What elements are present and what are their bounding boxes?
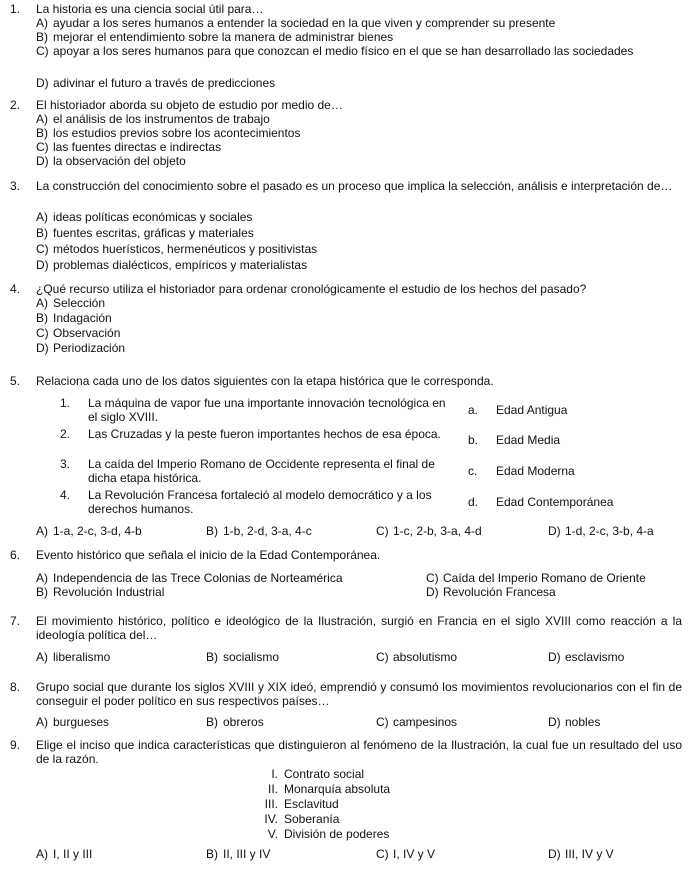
question-number: 8. xyxy=(10,680,21,694)
question-6 xyxy=(10,548,682,562)
option-b[interactable]: B) 1-b, 2-d, 3-a, 4-c xyxy=(206,524,312,538)
option-b[interactable]: B) los estudios previos sobre los acontecimientos xyxy=(36,126,301,140)
option-a[interactable]: A) burgueses xyxy=(36,715,110,729)
option-d[interactable]: D) nobles xyxy=(548,715,601,729)
option-b[interactable]: B) mejorar el entendimiento sobre la manera de administrar bienes xyxy=(36,30,394,44)
option-a[interactable]: A) Independencia de las Trece Colonias de Norteamérica xyxy=(36,571,343,585)
option-a[interactable]: A) ideas políticas económicas y sociales xyxy=(36,210,253,224)
question-1 xyxy=(10,2,682,16)
statement-2: 2. Las Cruzadas y la peste fueron importantes hechos de esa época. xyxy=(60,427,441,441)
question-stem: Relaciona cada uno de los datos siguientes con la etapa histórica que le corresponda. xyxy=(36,374,494,388)
stage-c: c. Edad Moderna xyxy=(468,464,575,478)
question-number: 1. xyxy=(10,2,21,16)
roman-item-4: IV. Soberanía xyxy=(264,812,340,826)
option-d[interactable]: D) 1-d, 2-c, 3-b, 4-a xyxy=(548,524,654,538)
question-stem: ¿Qué recurso utiliza el historiador para ordenar cronológicamente el estudio de los hechos del pasado? xyxy=(36,282,587,296)
question-number: 3. xyxy=(10,179,21,193)
roman-item-3: III. Esclavitud xyxy=(264,797,339,811)
stage-d: d. Edad Contemporánea xyxy=(468,495,614,509)
option-c[interactable]: C) Observación xyxy=(36,326,121,340)
option-a[interactable]: A) el análisis de los instrumentos de trabajo xyxy=(36,112,270,126)
question-4 xyxy=(10,282,682,296)
option-c[interactable]: C) apoyar a los seres humanos para que conozcan el medio físico en el que se han desarrollado las sociedades xyxy=(36,44,634,58)
question-stem: La historia es una ciencia social útil para… xyxy=(36,2,264,16)
option-b[interactable]: B) Revolución Industrial xyxy=(36,585,165,599)
option-a[interactable]: A) liberalismo xyxy=(36,650,111,664)
question-stem: El movimiento histórico, político e ideológico de la Ilustración, surgió en Francia en el siglo XVIII como reacción a la ideología política del… xyxy=(36,614,682,642)
option-a[interactable]: A) 1-a, 2-c, 3-d, 4-b xyxy=(36,524,142,538)
option-b[interactable]: B) II, III y IV xyxy=(206,847,271,861)
statement-1: 1. La máquina de vapor fue una importante innovación tecnológica en el siglo XVIII. xyxy=(60,396,446,424)
option-c[interactable]: C) las fuentes directas e indirectas xyxy=(36,140,222,154)
option-b[interactable]: B) obreros xyxy=(206,715,264,729)
option-d[interactable]: D) la observación del objeto xyxy=(36,154,186,168)
question-8 xyxy=(10,680,682,708)
option-a[interactable]: A) ayudar a los seres humanos a entender la sociedad en la que viven y comprender su presente xyxy=(36,16,556,30)
question-number: 5. xyxy=(10,374,21,388)
question-7 xyxy=(10,614,682,642)
question-number: 7. xyxy=(10,614,21,628)
option-b[interactable]: B) fuentes escritas, gráficas y materiales xyxy=(36,226,254,240)
option-c[interactable]: C) métodos huerísticos, hermenéuticos y positivistas xyxy=(36,242,318,256)
question-stem: El historiador aborda su objeto de estudio por medio de… xyxy=(36,98,343,112)
question-stem: Elige el inciso que indica características que distinguieron al fenómeno de la Ilustración, la cual fue un resultado del uso de la razón. xyxy=(36,738,682,766)
question-number: 2. xyxy=(10,98,21,112)
roman-item-2: II. Monarquía absoluta xyxy=(267,782,391,796)
option-b[interactable]: B) socialismo xyxy=(206,650,280,664)
option-c[interactable]: C) I, IV y V xyxy=(376,847,436,861)
question-number: 6. xyxy=(10,548,21,562)
question-stem: Evento histórico que señala el inicio de la Edad Contemporánea. xyxy=(36,548,381,562)
question-3 xyxy=(10,179,682,193)
option-a[interactable]: A) Selección xyxy=(36,296,106,310)
question-5 xyxy=(10,374,682,388)
roman-item-5: V. División de poderes xyxy=(267,827,390,841)
option-c[interactable]: C) campesinos xyxy=(376,715,458,729)
statement-4: 4. La Revolución Francesa fortaleció al modelo democrático y a los derechos humanos. xyxy=(60,488,432,516)
stage-b: b. Edad Media xyxy=(468,433,561,447)
question-number: 9. xyxy=(10,738,21,752)
question-9 xyxy=(10,738,682,766)
option-d[interactable]: D) adivinar el futuro a través de predicciones xyxy=(36,76,276,90)
question-number: 4. xyxy=(10,282,21,296)
statement-3: 3. La caída del Imperio Romano de Occidente representa el final de dicha etapa histórica. xyxy=(60,457,435,485)
option-d[interactable]: D) esclavismo xyxy=(548,650,625,664)
option-d[interactable]: D) Revolución Francesa xyxy=(426,585,556,599)
roman-item-1: I. Contrato social xyxy=(271,767,365,781)
question-2 xyxy=(10,98,682,112)
option-a[interactable]: A) I, II y III xyxy=(36,847,93,861)
option-c[interactable]: C) absolutismo xyxy=(376,650,458,664)
option-c[interactable]: C) Caída del Imperio Romano de Oriente xyxy=(426,571,646,585)
question-stem: La construcción del conocimiento sobre el pasado es un proceso que implica la selección, análisis e interpretación de… xyxy=(36,179,673,193)
option-b[interactable]: B) Indagación xyxy=(36,311,112,325)
stage-a: a. Edad Antigua xyxy=(468,403,568,417)
option-d[interactable]: D) Periodización xyxy=(36,341,126,355)
option-d[interactable]: D) III, IV y V xyxy=(548,847,614,861)
question-stem: Grupo social que durante los siglos XVIII y XIX ideó, emprendió y consumó los movimientos revolucionarios con el fin de conseguir el poder político en sus respectivos países… xyxy=(36,680,682,708)
option-d[interactable]: D) problemas dialécticos, empíricos y materialistas xyxy=(36,258,308,272)
option-c[interactable]: C) 1-c, 2-b, 3-a, 4-d xyxy=(376,524,482,538)
